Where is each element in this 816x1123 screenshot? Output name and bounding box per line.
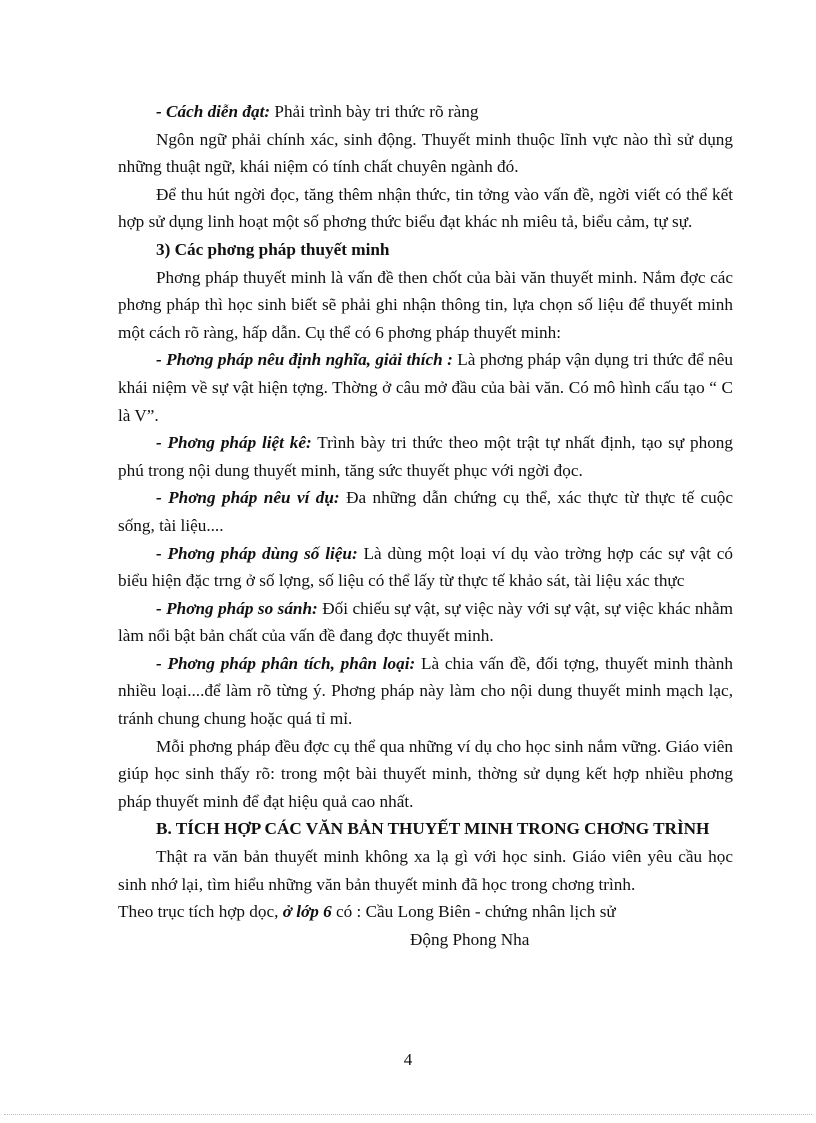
method-vi-du-text: Đa những dẫn chứng cụ thể, xác thực từ thực tế cuộc sống, tài liệu....	[118, 488, 733, 535]
paragraph-phuong-phap-intro: Phơng pháp thuyết minh là vấn đề then chốt của bài văn thuyết minh. Nắm đợc các phơng pháp thì học sinh biết sẽ phải ghi nhận thông tin, lựa chọn số liệu để thuyết minh một cách rõ ràng, hấp dẫn. Cụ thể có 6 phơng pháp thuyết minh:	[118, 267, 733, 342]
method-liet-ke-lead: - Phơng pháp liệt kê:	[156, 433, 312, 453]
method-vi-du-lead: - Phơng pháp nêu ví dụ:	[156, 488, 340, 508]
text-cach-dien-dat: Phải trình bày tri thức rõ ràng	[270, 102, 479, 121]
method-liet-ke-text: Trình bày tri thức theo một trật tự nhất định, tạo sự phong phú trong nội dung thuyết minh, tăng sức thuyết phục với ngời đọc.	[118, 433, 733, 480]
method-so-lieu-text: Là dùng một loại ví dụ vào trờng hợp các sự vật có biểu hiện đặc trng ở số lợng, số liệu có thể lấy từ thực tế khảo sát, tài liệu xác thực	[118, 543, 733, 591]
method-phan-tich-lead: - Phơng pháp phân tích, phân loại:	[156, 653, 416, 673]
method-so-sanh-lead: - Phơng pháp so sánh:	[156, 598, 318, 618]
truc-tich-hop-mid: có : Cầu Long Biên - chứng nhân lịch sử	[331, 902, 616, 922]
page-body	[118, 98, 733, 953]
lead-cach-dien-dat: - Cách diễn đạt:	[156, 102, 271, 121]
page-number: 4	[403, 1050, 413, 1069]
method-so-sanh-text: Đối chiếu sự vật, sự việc này với sự vật, sự việc khác nhằm làm nổi bật bản chất của vấn đề đang đợc thuyết minh.	[118, 598, 734, 646]
method-dinh-nghia	[118, 346, 733, 429]
paragraph-truc-tich-hop	[118, 898, 733, 926]
paragraph-moi-phuong-phap: Mỗi phơng pháp đều đợc cụ thể qua những ví dụ cho học sinh nắm vững. Giáo viên giúp học sinh thấy rõ: trong một bài thuyết minh, thờng sử dụng kết hợp nhiều phơng pháp thuyết minh để đạt hiệu quả cao nhất.	[118, 736, 733, 811]
paragraph-that-ra: Thật ra văn bản thuyết minh không xa lạ gì với học sinh. Giáo viên yêu cầu học sinh nhớ lại, tìm hiểu những văn bản thuyết minh đã học trong chơng trình.	[118, 847, 733, 894]
paragraph-ngon-ngu: Ngôn ngữ phải chính xác, sinh động. Thuyết minh thuộc lĩnh vực nào thì sử dụng những thuật ngữ, khái niệm có tính chất chuyên ngành đó.	[118, 129, 733, 177]
truc-tich-hop-lead: ở lớp 6	[282, 902, 332, 922]
method-so-sanh	[118, 595, 733, 650]
method-so-lieu-lead: - Phơng pháp dùng số liệu:	[156, 543, 358, 563]
method-phan-tich	[118, 650, 733, 733]
heading-phuong-phap: 3) Các phơng pháp thuyết minh	[156, 239, 390, 259]
method-phan-tich-text: Là chia vấn đề, đối tợng, thuyết minh thành nhiều loại....để làm rõ từng ý. Phơng pháp này làm cho nội dung thuyết minh mạch lạc, tránh chung chung hoặc quá tỉ mỉ.	[118, 653, 733, 729]
method-dinh-nghia-text: Là phơng pháp vận dụng tri thức để nêu khái niệm về sự vật hiện tợng. Thờng ở câu mở đầu của bài văn. Có mô hình cấu tạo “ C là V”.	[118, 350, 733, 425]
paragraph-cach-dien-dat	[118, 98, 733, 126]
method-dinh-nghia-lead: - Phơng pháp nêu định nghĩa, giải thích :	[156, 350, 453, 370]
truc-tich-hop-pre: Theo trục tích hợp dọc,	[118, 902, 283, 922]
paragraph-thu-hut: Để thu hút ngời đọc, tăng thêm nhận thức, tin tởng vào vấn đề, ngời viết có thể kết hợp sử dụng linh hoạt một số phơng thức biểu đạt khác nh miêu tả, biểu cảm, tự sự.	[118, 184, 733, 232]
method-liet-ke	[118, 429, 733, 484]
paragraph-dong-phong-nha: Động Phong Nha	[410, 929, 530, 949]
heading-tich-hop: B. TÍCH HỢP CÁC VĂN BẢN THUYẾT MINH TRONG CHƠNG TRÌNH	[156, 819, 710, 839]
page-bottom-divider	[4, 1114, 812, 1115]
method-vi-du	[118, 484, 733, 539]
method-so-lieu	[118, 540, 733, 595]
